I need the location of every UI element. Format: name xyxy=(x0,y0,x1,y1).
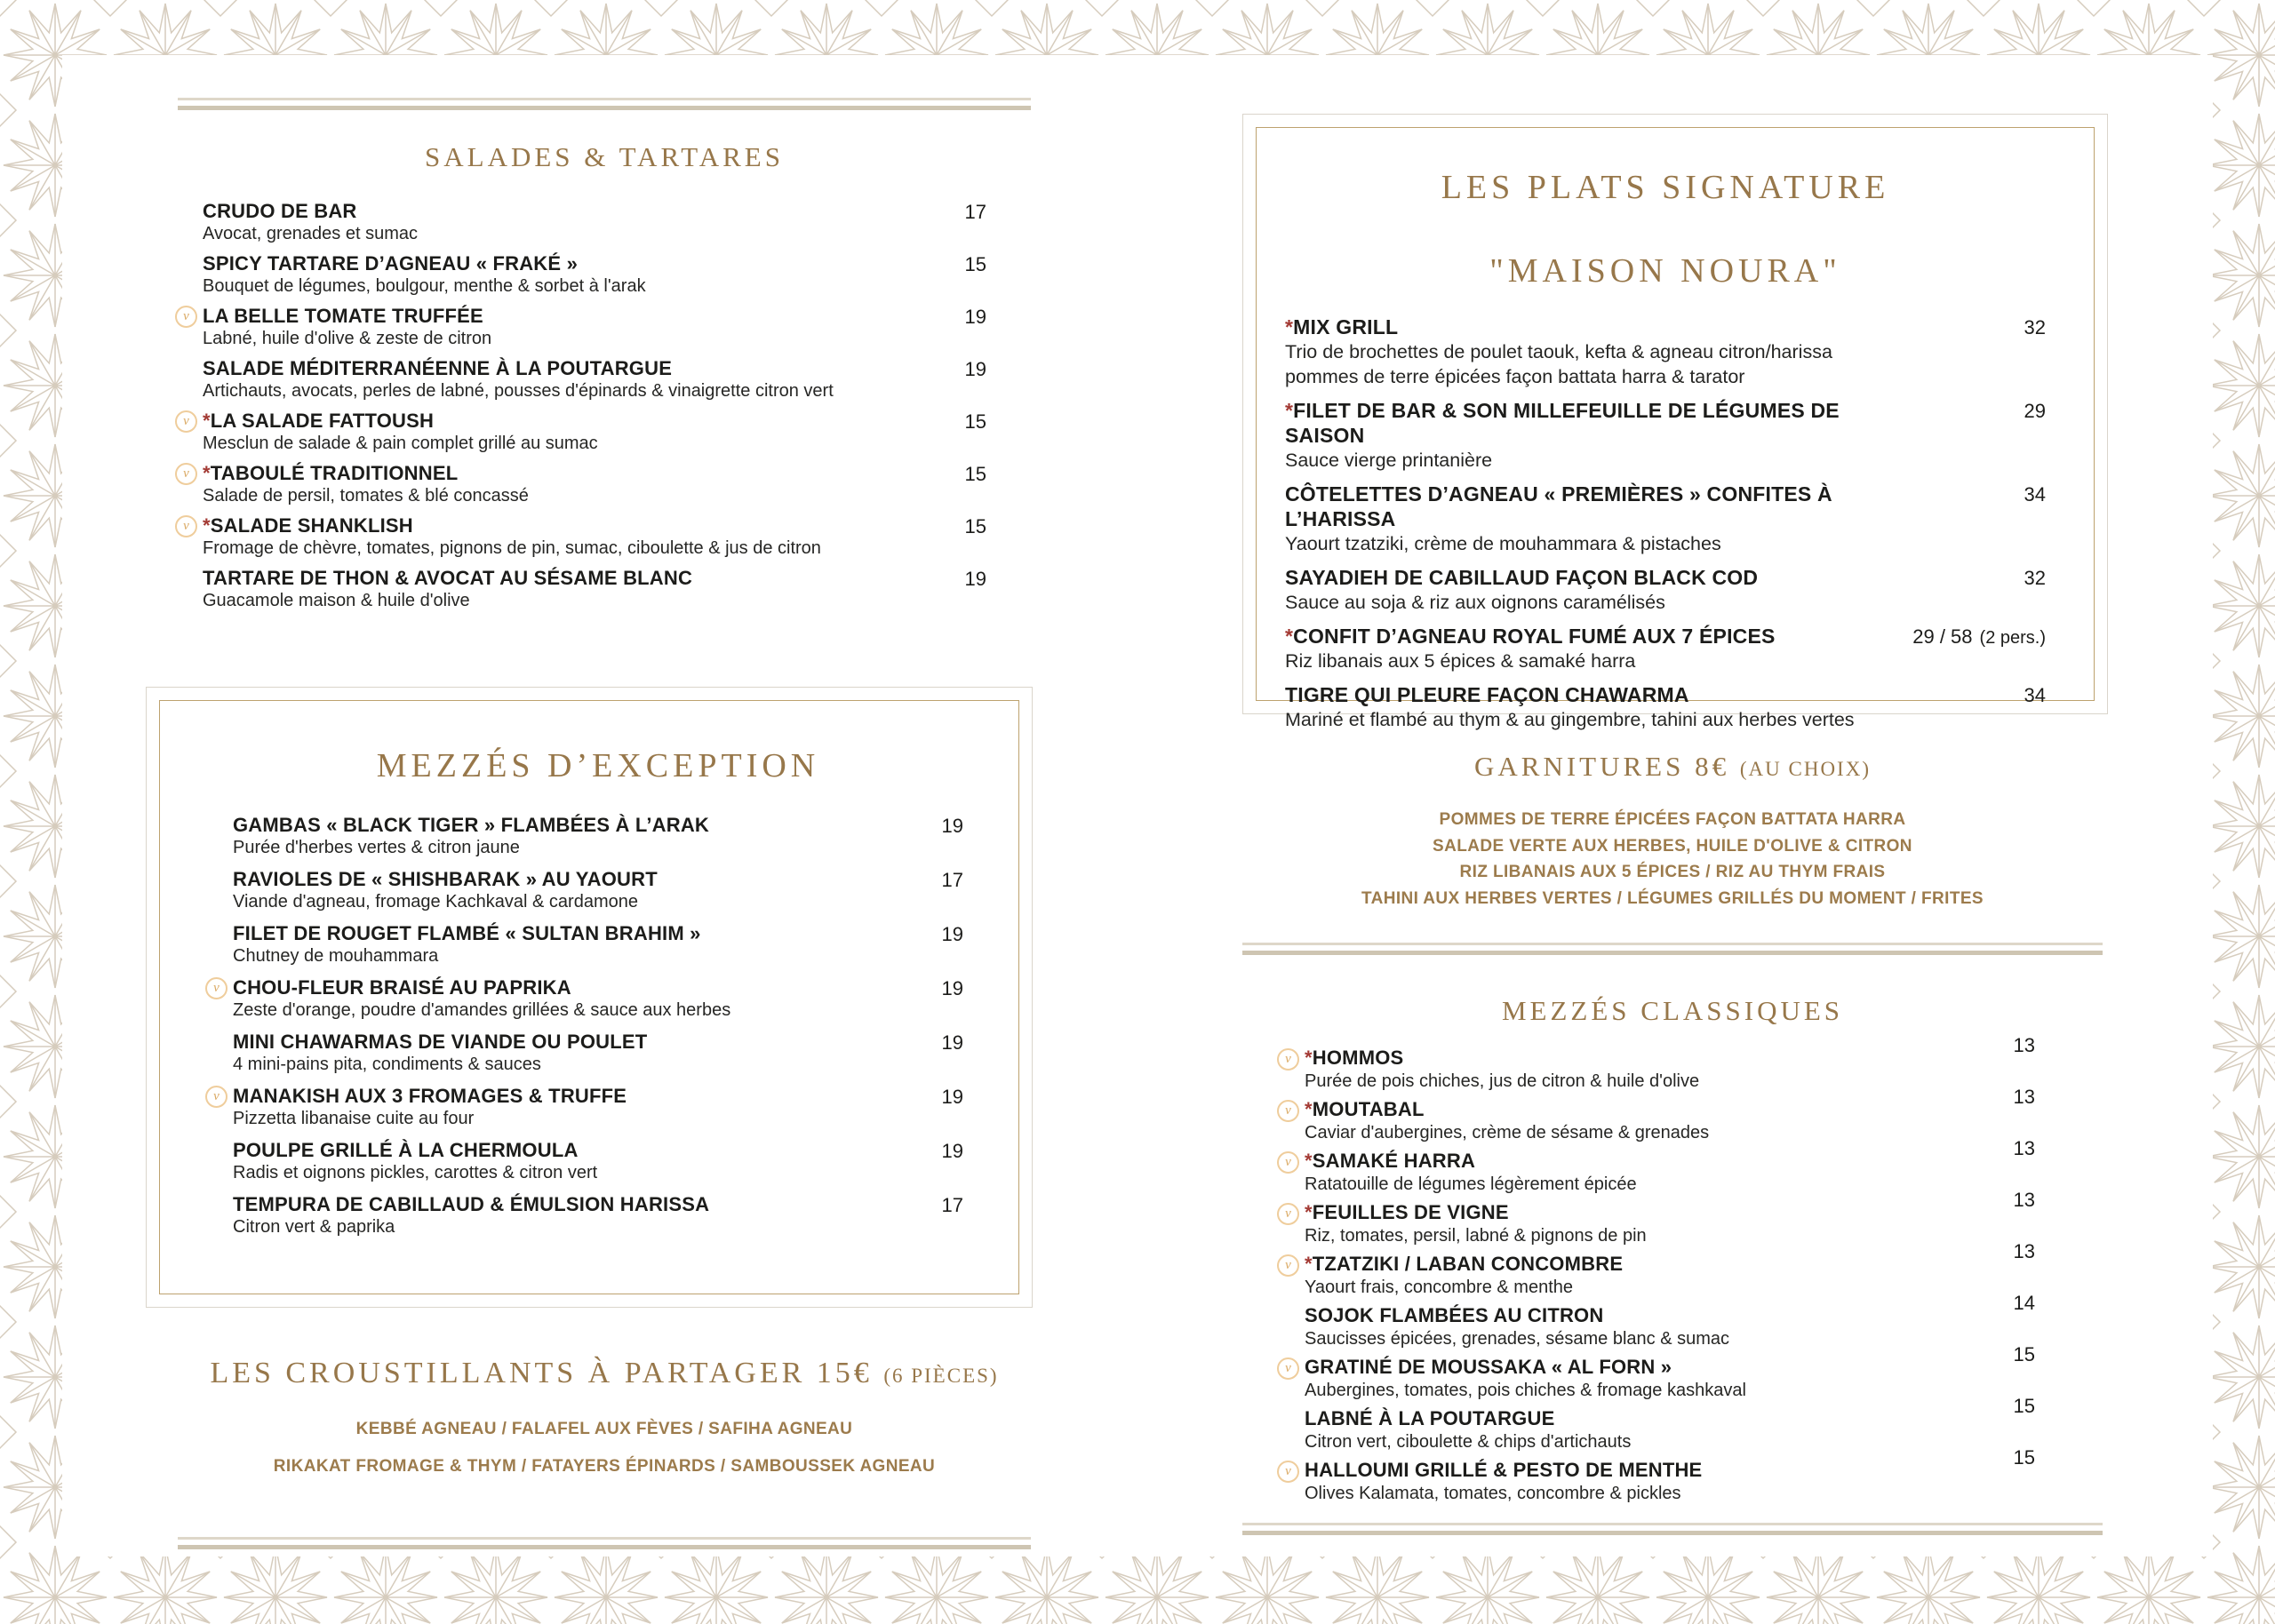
dish-price: 13 xyxy=(2013,1240,2035,1262)
dish-price: 15 xyxy=(964,463,986,485)
dish-description: Citron vert & paprika xyxy=(233,1217,395,1237)
dish-price: 34 xyxy=(2024,483,2046,506)
dish-name: SPICY TARTARE D’AGNEAU « FRAKÉ » xyxy=(203,252,579,275)
vegetarian-icon: v xyxy=(1277,1461,1299,1483)
menu-item xyxy=(1285,1446,2035,1505)
dish-name: *SALADE SHANKLISH xyxy=(203,514,413,537)
dish-name: *TZATZIKI / LABAN CONCOMBRE xyxy=(1305,1253,1624,1275)
dish-description: 4 mini-pains pita, condiments & sauces xyxy=(233,1055,541,1074)
dish-price: 17 xyxy=(964,201,986,223)
menu-item xyxy=(233,1030,963,1076)
dish-description: Salade de persil, tomates & blé concassé xyxy=(203,486,529,506)
dish-price: 13 xyxy=(2013,1137,2035,1159)
menu-item xyxy=(233,813,963,859)
dish-description: Pizzetta libanaise cuite au four xyxy=(233,1109,475,1128)
share-option-line: KEBBÉ AGNEAU / FALAFEL AUX FÈVES / SAFIHA AGNEAU xyxy=(355,1420,853,1438)
spicy-asterisk: * xyxy=(1305,1098,1313,1120)
menu-item xyxy=(213,975,963,1022)
croustillants-options xyxy=(178,1411,1031,1485)
spicy-asterisk: * xyxy=(1285,315,1294,338)
dish-price: 15 xyxy=(964,410,986,433)
plats-signature-box xyxy=(1242,114,2108,730)
dish-name: POULPE GRILLÉ À LA CHERMOULA xyxy=(233,1139,579,1161)
vegetarian-icon: v xyxy=(175,463,197,485)
vegetarian-icon: v xyxy=(1277,1151,1299,1174)
menu-item xyxy=(1285,1343,2035,1402)
divider-double-rule xyxy=(1242,1523,2103,1535)
spicy-asterisk: * xyxy=(1305,1047,1313,1069)
menu-item xyxy=(233,921,963,967)
croustillants-title-text: LES CROUSTILLANTS À PARTAGER 15€ xyxy=(210,1357,873,1389)
menu-item xyxy=(233,1138,963,1184)
menu-content xyxy=(62,55,2213,1556)
dish-price: 14 xyxy=(2013,1292,2035,1314)
dish-description: Trio de brochettes de poulet taouk, kefta & agneau citron/harissa xyxy=(1285,341,1832,362)
garnitures-title-text: GARNITURES 8€ xyxy=(1474,751,1730,782)
dish-name: MINI CHAWARMAS DE VIANDE OU POULET xyxy=(233,1031,648,1053)
dish-price: 19 xyxy=(941,977,963,999)
menu-item xyxy=(1305,1292,2035,1350)
dish-name: RAVIOLES DE « SHISHBARAK » AU YAOURT xyxy=(233,868,658,890)
right-column xyxy=(1242,55,2103,1556)
dish-name: HALLOUMI GRILLÉ & PESTO DE MENTHE xyxy=(1305,1459,1703,1481)
dish-name: *FEUILLES DE VIGNE xyxy=(1305,1201,1509,1223)
dish-price: 29 / 58 (2 pers.) xyxy=(1912,625,2046,648)
dish-description: Fromage de chèvre, tomates, pignons de pin, sumac, ciboulette & jus de citron xyxy=(203,538,821,558)
garnitures-options xyxy=(1242,807,2103,912)
price-note: (2 pers.) xyxy=(1979,628,2046,648)
dish-description: Mariné et flambé au thym & au gingembre, tahini aux herbes vertes xyxy=(1285,709,1855,730)
menu-item xyxy=(203,199,986,245)
dish-price: 15 xyxy=(2013,1446,2035,1469)
dish-name: FILET DE ROUGET FLAMBÉ « SULTAN BRAHIM » xyxy=(233,922,701,944)
vegetarian-icon: v xyxy=(1277,1254,1299,1277)
vegetarian-icon: v xyxy=(1277,1203,1299,1225)
dish-price: 34 xyxy=(2024,684,2046,706)
menu-item xyxy=(1285,624,2046,673)
spicy-asterisk: * xyxy=(203,462,211,484)
dish-name: *TABOULÉ TRADITIONNEL xyxy=(203,462,459,484)
dish-name: *FILET DE BAR & SON MILLEFEUILLE DE LÉGUMES DE SAISON xyxy=(1285,399,1840,447)
spicy-asterisk: * xyxy=(1305,1150,1313,1172)
mezzes-exception-box-inner xyxy=(159,700,1019,1294)
menu-item xyxy=(203,566,986,612)
dish-name: CRUDO DE BAR xyxy=(203,200,357,222)
spicy-asterisk: * xyxy=(1305,1201,1313,1223)
menu-item xyxy=(1285,682,2046,732)
dish-name: *SAMAKÉ HARRA xyxy=(1305,1150,1476,1172)
share-option-line: RIKAKAT FROMAGE & THYM / FATAYERS ÉPINARDS / SAMBOUSSEK AGNEAU xyxy=(273,1457,936,1476)
signature-item-list xyxy=(1285,314,2046,732)
dish-price: 19 xyxy=(964,568,986,590)
share-option-line: RIZ LIBANAIS AUX 5 ÉPICES / RIZ AU THYM FRAIS xyxy=(1459,863,1886,881)
dish-name: *HOMMOS xyxy=(1305,1047,1404,1069)
dish-name: *MOUTABAL xyxy=(1305,1098,1425,1120)
vegetarian-icon: v xyxy=(175,306,197,328)
spicy-asterisk: * xyxy=(203,514,211,537)
share-option-line: SALADE VERTE AUX HERBES, HUILE D'OLIVE & CITRON xyxy=(1433,836,1912,856)
menu-item xyxy=(1285,1137,2035,1196)
menu-item xyxy=(1285,1086,2035,1144)
menu-item xyxy=(183,304,986,350)
dish-name: LABNÉ À LA POUTARGUE xyxy=(1305,1407,1555,1429)
vegetarian-icon: v xyxy=(1277,1357,1299,1380)
dish-description: Riz, tomates, persil, labné & pignons de pin xyxy=(1305,1226,1647,1246)
spicy-asterisk: * xyxy=(1285,399,1294,422)
dish-description: Zeste d'orange, poudre d'amandes grillées & sauce aux herbes xyxy=(233,1000,731,1020)
dish-description: Purée de pois chiches, jus de citron & huile d'olive xyxy=(1305,1071,1700,1091)
menu-item xyxy=(183,513,986,560)
dish-description: Artichauts, avocats, perles de labné, pousses d'épinards & vinaigrette citron vert xyxy=(203,381,834,401)
menu-item xyxy=(213,1084,963,1130)
dish-description: Aubergines, tomates, pois chiches & fromage kashkaval xyxy=(1305,1381,1746,1400)
dish-price: 19 xyxy=(941,1140,963,1162)
vegetarian-icon: v xyxy=(175,515,197,537)
dish-description: Yaourt tzatziki, crème de mouhammara & pistaches xyxy=(1285,533,1721,554)
dish-name: SOJOK FLAMBÉES AU CITRON xyxy=(1305,1304,1604,1326)
vegetarian-icon: v xyxy=(175,410,197,433)
vegetarian-icon: v xyxy=(1277,1048,1299,1071)
dish-description: Chutney de mouhammara xyxy=(233,946,439,966)
mezzes-exception-item-list xyxy=(213,813,963,1238)
dish-price: 13 xyxy=(2013,1086,2035,1108)
dish-price: 19 xyxy=(964,306,986,328)
menu-item xyxy=(1285,398,2046,473)
dish-price: 32 xyxy=(2024,316,2046,338)
left-column xyxy=(178,98,1031,1556)
dish-description: Yaourt frais, concombre & menthe xyxy=(1305,1278,1573,1297)
dish-price: 19 xyxy=(941,1031,963,1054)
dish-description: Purée d'herbes vertes & citron jaune xyxy=(233,838,520,857)
dish-description: Riz libanais aux 5 épices & samaké harra xyxy=(1285,650,1636,672)
dish-price: 15 xyxy=(964,253,986,275)
salades-item-list xyxy=(183,199,986,618)
dish-name: *LA SALADE FATTOUSH xyxy=(203,410,435,432)
salades-section-title: SALADES & TARTARES xyxy=(425,141,784,172)
dish-description: Avocat, grenades et sumac xyxy=(203,224,418,243)
dish-price: 13 xyxy=(2013,1189,2035,1211)
menu-item xyxy=(1285,1034,2035,1093)
menu-item xyxy=(1285,314,2046,389)
dish-name: *MIX GRILL xyxy=(1285,315,1399,338)
menu-item xyxy=(1305,1395,2035,1453)
croustillants-title xyxy=(178,1352,1031,1397)
dish-description: Saucisses épicées, grenades, sésame blanc & sumac xyxy=(1305,1329,1730,1349)
dish-name: SAYADIEH DE CABILLAUD FAÇON BLACK COD xyxy=(1285,566,1759,589)
dish-name: CÔTELETTES D’AGNEAU « PREMIÈRES » CONFITES À L’HARISSA xyxy=(1285,482,1832,530)
dish-name: MANAKISH AUX 3 FROMAGES & TRUFFE xyxy=(233,1085,627,1107)
mezzes-classiques-item-list xyxy=(1285,1034,2035,1510)
spicy-asterisk: * xyxy=(1305,1253,1313,1275)
dish-description: Bouquet de légumes, boulgour, menthe & sorbet à l'arak xyxy=(203,276,646,296)
dish-description: Caviar d'aubergines, crème de sésame & grenades xyxy=(1305,1123,1710,1142)
dish-description: Radis et oignons pickles, carottes & citron vert xyxy=(233,1163,598,1182)
dish-description: pommes de terre épicées façon battata harra & tarator xyxy=(1285,366,1745,387)
dish-price: 32 xyxy=(2024,567,2046,589)
dish-price: 29 xyxy=(2024,400,2046,422)
dish-name: TARTARE DE THON & AVOCAT AU SÉSAME BLANC xyxy=(203,567,693,589)
dish-price: 15 xyxy=(964,515,986,537)
spicy-asterisk: * xyxy=(1285,625,1294,648)
divider-double-rule xyxy=(178,98,1031,110)
share-option-line: TAHINI AUX HERBES VERTES / LÉGUMES GRILLÉS DU MOMENT / FRITES xyxy=(1361,888,1984,908)
share-option-line: POMMES DE TERRE ÉPICÉES FAÇON BATTATA HARRA xyxy=(1439,810,1906,829)
croustillants-subtitle: (6 PIÈCES) xyxy=(883,1365,999,1387)
dish-name: *CONFIT D’AGNEAU ROYAL FUMÉ AUX 7 ÉPICES xyxy=(1285,625,1776,648)
dish-name: TIGRE QUI PLEURE FAÇON CHAWARMA xyxy=(1285,683,1689,706)
plats-signature-box-inner xyxy=(1256,127,2095,730)
menu-item xyxy=(203,356,986,402)
dish-price: 15 xyxy=(2013,1343,2035,1365)
dish-description: Olives Kalamata, tomates, concombre & pickles xyxy=(1305,1484,1681,1503)
divider-double-rule xyxy=(178,1537,1031,1549)
dish-description: Sauce vierge printanière xyxy=(1285,450,1493,471)
menu-item xyxy=(1285,565,2046,615)
spicy-asterisk: * xyxy=(203,410,211,432)
dish-price: 19 xyxy=(941,815,963,837)
menu-item xyxy=(1285,1189,2035,1247)
mezzes-exception-box xyxy=(146,687,1033,1308)
dish-price: 15 xyxy=(2013,1395,2035,1417)
divider-double-rule xyxy=(1242,943,2103,955)
menu-item xyxy=(203,251,986,298)
dish-description: Sauce au soja & riz aux oignons caramélisés xyxy=(1285,592,1665,613)
signature-title-line2: "MAISON NOURA" xyxy=(1489,252,1841,290)
dish-description: Ratatouille de légumes légèrement épicée xyxy=(1305,1174,1637,1194)
dish-description: Viande d'agneau, fromage Kachkaval & cardamone xyxy=(233,892,638,912)
mezzes-exception-title: MEZZÉS D’EXCEPTION xyxy=(376,747,820,784)
menu-item xyxy=(183,461,986,507)
dish-name: CHOU-FLEUR BRAISÉ AU PAPRIKA xyxy=(233,976,571,999)
dish-name: SALADE MÉDITERRANÉENNE À LA POUTARGUE xyxy=(203,357,673,379)
dish-price: 19 xyxy=(941,923,963,945)
dish-name: GAMBAS « BLACK TIGER » FLAMBÉES À L’ARAK xyxy=(233,814,710,836)
menu-item xyxy=(1285,482,2046,556)
dish-name: LA BELLE TOMATE TRUFFÉE xyxy=(203,305,483,327)
menu-item xyxy=(1285,1240,2035,1299)
vegetarian-icon: v xyxy=(205,977,228,999)
dish-description: Citron vert, ciboulette & chips d'artichauts xyxy=(1305,1432,1632,1452)
vegetarian-icon: v xyxy=(1277,1100,1299,1122)
dish-description: Guacamole maison & huile d'olive xyxy=(203,591,470,610)
dish-description: Labné, huile d'olive & zeste de citron xyxy=(203,329,492,348)
garnitures-subtitle: (AU CHOIX) xyxy=(1739,758,1871,780)
vegetarian-icon: v xyxy=(205,1086,228,1108)
menu-item xyxy=(233,867,963,913)
dish-name: GRATINÉ DE MOUSSAKA « AL FORN » xyxy=(1305,1356,1672,1378)
dish-price: 19 xyxy=(941,1086,963,1108)
signature-title-line1: LES PLATS SIGNATURE xyxy=(1441,169,1890,206)
garnitures-title xyxy=(1242,746,2103,790)
dish-price: 17 xyxy=(941,1194,963,1216)
dish-name: TEMPURA DE CABILLAUD & ÉMULSION HARISSA xyxy=(233,1193,710,1215)
dish-price: 19 xyxy=(964,358,986,380)
mezzes-classiques-title: MEZZÉS CLASSIQUES xyxy=(1501,995,1844,1026)
menu-item xyxy=(233,1192,963,1238)
dish-price: 13 xyxy=(2013,1034,2035,1056)
dish-description: Mesclun de salade & pain complet grillé au sumac xyxy=(203,434,598,453)
menu-item xyxy=(183,409,986,455)
dish-price: 17 xyxy=(941,869,963,891)
